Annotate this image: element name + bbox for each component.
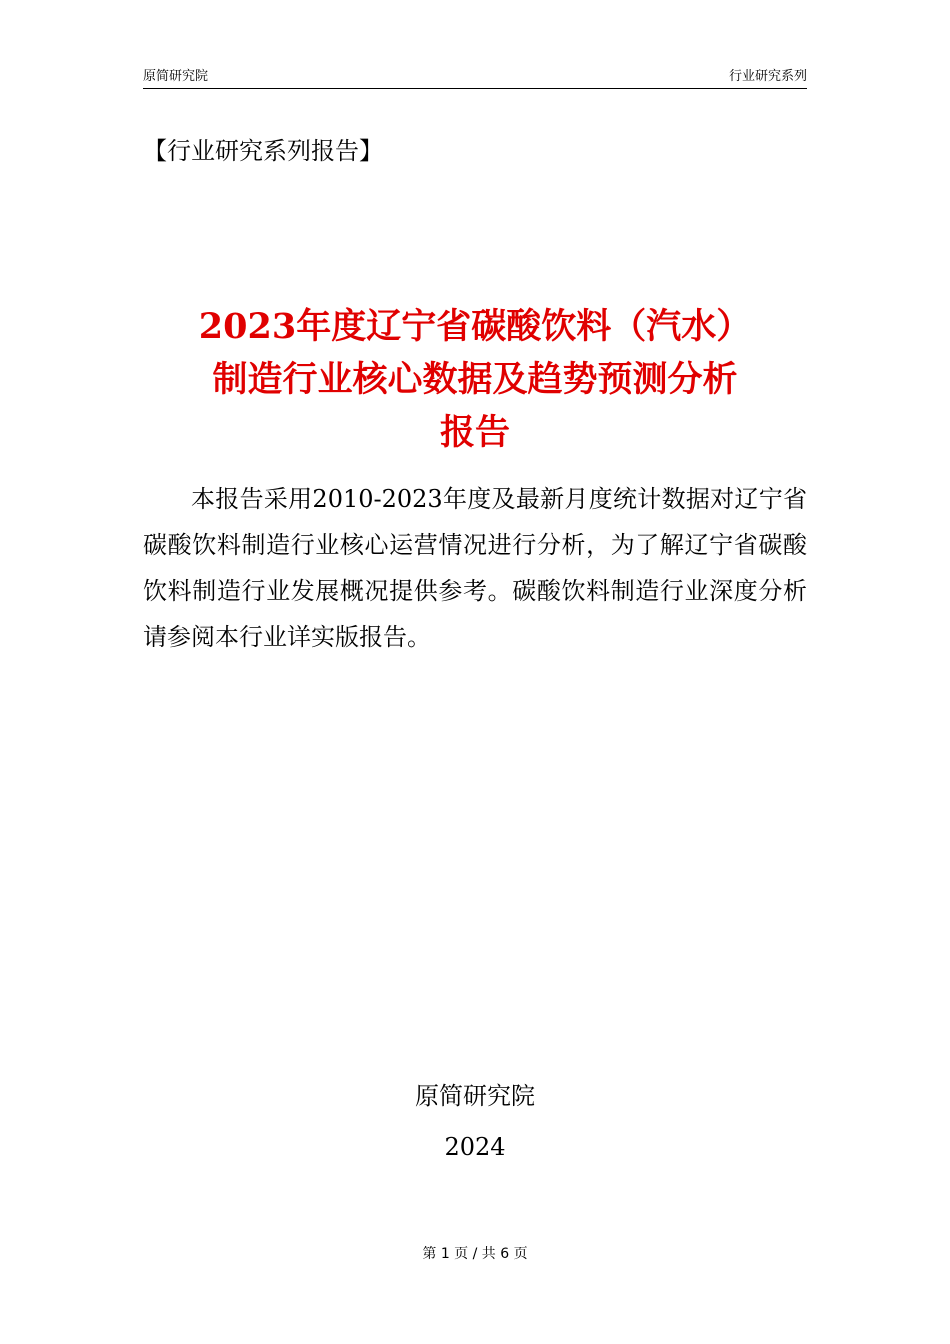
publisher-name: 原简研究院 [415, 1082, 535, 1110]
abstract-paragraph: 本报告采用2010-2023年度及最新月度统计数据对辽宁省碳酸饮料制造行业核心运营情况进行分析，为了解辽宁省碳酸饮料制造行业发展概况提供参考。碳酸饮料制造行业深度分析请参阅本行业详实版报告。 [143, 485, 807, 651]
publication-year: 2024 [444, 1133, 506, 1161]
series-label: 【行业研究系列报告】 [143, 137, 383, 165]
report-title-line-2: 制造行业核心数据及趋势预测分析 [212, 359, 738, 400]
report-title-line-1: 2023年度辽宁省碳酸饮料（汽水） [198, 306, 752, 347]
header-series: 行业研究系列 [728, 69, 807, 84]
report-title [143, 300, 807, 459]
page-number: 第 1 页 / 共 6 页 [422, 1246, 528, 1262]
page-header [143, 66, 807, 89]
header-organization: 原简研究院 [143, 69, 209, 84]
report-title-line-3: 报告 [439, 412, 510, 453]
